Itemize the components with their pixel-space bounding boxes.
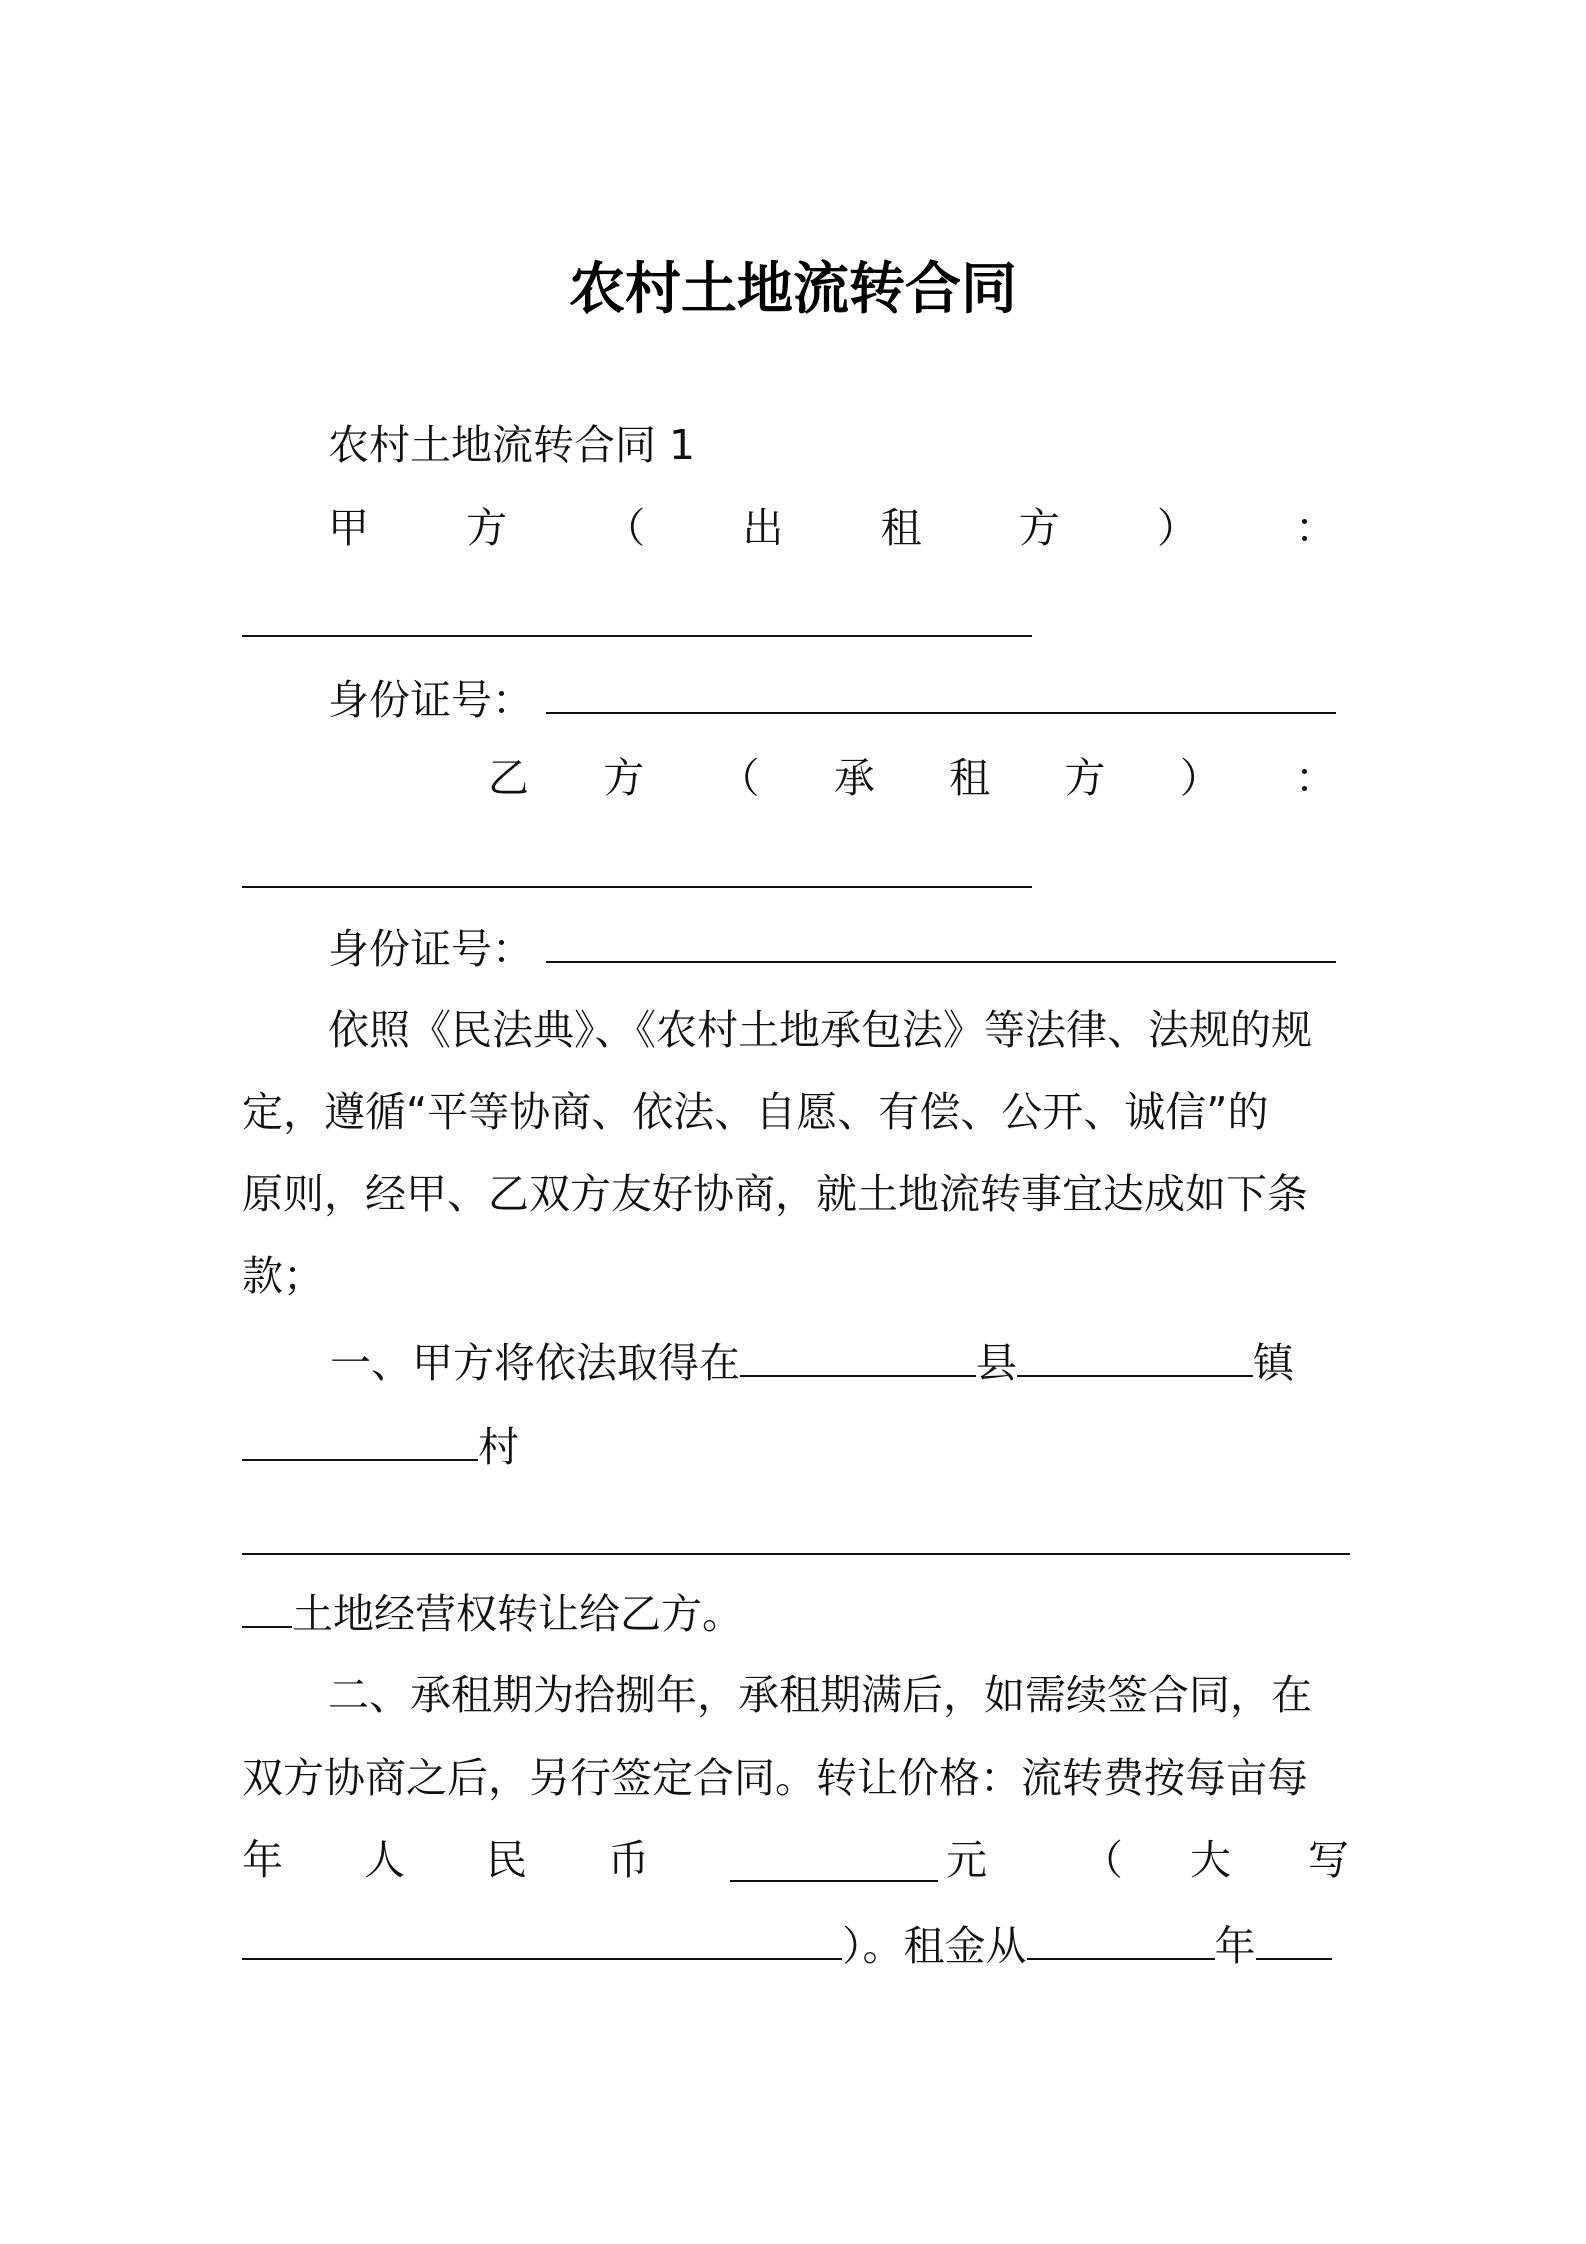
clause2-line1: 二、承租期为拾捌年，承租期满后，如需续签合同，在 (328, 1671, 1312, 1719)
county-label: 县 (976, 1339, 1017, 1387)
town-label: 镇 (1253, 1339, 1294, 1387)
party-a-char: （ (604, 504, 646, 552)
id-label: 身份证号： (328, 676, 533, 724)
land-location-blank (242, 1553, 1350, 1555)
daxie-char: 写 (1308, 1836, 1349, 1884)
party-b-char: ： (1294, 754, 1336, 802)
party-a-name-blank (242, 635, 1032, 637)
para1-line: 款； (242, 1252, 324, 1300)
document-title: 农村土地流转合同 (569, 257, 1017, 322)
start-year-blank (1027, 1914, 1215, 1960)
party-a-char: 甲 (328, 504, 369, 552)
clause1-line1 (330, 1331, 1340, 1393)
land-tail-blank (242, 1582, 292, 1628)
party-a-char: 方 (466, 504, 508, 552)
town-blank (1017, 1331, 1253, 1377)
para1-line: 原则，经甲、乙双方友好协商，就土地流转事宜达成如下条 (242, 1170, 1308, 1218)
party-a-char: ： (1294, 504, 1336, 552)
paren-open: （ (1082, 1836, 1123, 1884)
party-b-char: 承 (833, 754, 875, 802)
clause2-line4 (242, 1914, 1354, 1976)
price-char: 人 (364, 1836, 405, 1884)
daxie-char: 大 (1190, 1836, 1231, 1884)
price-uppercase-blank (242, 1914, 842, 1960)
clause1-prefix: 一、甲方将依法取得在 (330, 1339, 740, 1387)
party-b-char: 乙 (488, 754, 529, 802)
para1-line: 定，遵循“平等协商、依法、自愿、有偿、公开、诚信”的 (242, 1088, 1269, 1136)
clause1-line2 (242, 1415, 1356, 1477)
party-b-name-blank (242, 886, 1032, 888)
contract-subtitle: 农村土地流转合同 1 (328, 421, 696, 469)
party-a-char: ） (1156, 504, 1198, 552)
price-char: 年 (242, 1836, 283, 1884)
clause1-tail: 土地经营权转让给乙方。 (292, 1590, 743, 1638)
para1-line: 依照《民法典》、《农村土地承包法》等法律、法规的规 (328, 1006, 1312, 1054)
party-b-char: ） (1179, 754, 1221, 802)
party-a-char: 方 (1018, 504, 1060, 552)
party-b-line (488, 748, 1336, 808)
village-label: 村 (478, 1423, 519, 1471)
party-b-id-line (328, 917, 1338, 979)
party-a-id-line (328, 668, 1338, 730)
party-b-char: 方 (603, 754, 645, 802)
clause2-line2: 双方协商之后，另行签定合同。转让价格：流转费按每亩每 (242, 1754, 1308, 1802)
party-a-id-blank (546, 668, 1336, 714)
party-b-id-blank (546, 917, 1336, 963)
clause1-line3 (242, 1582, 1356, 1644)
yuan-label: 元 (946, 1836, 987, 1884)
party-b-char: 方 (1064, 754, 1106, 802)
year-label: 年 (1214, 1922, 1256, 1970)
party-a-char: 出 (742, 504, 784, 552)
party-a-line (328, 498, 1336, 558)
rent-from-label: ）。租金从 (842, 1922, 1027, 1970)
price-char: 民 (486, 1836, 527, 1884)
party-b-char: 租 (949, 754, 991, 802)
price-char: 币 (608, 1836, 649, 1884)
party-a-char: 租 (880, 504, 922, 552)
village-blank (242, 1415, 478, 1461)
id-label: 身份证号： (328, 925, 533, 973)
price-amount-blank (730, 1836, 938, 1882)
county-blank (740, 1331, 976, 1377)
party-b-char: （ (718, 754, 760, 802)
start-month-blank (1256, 1914, 1332, 1960)
